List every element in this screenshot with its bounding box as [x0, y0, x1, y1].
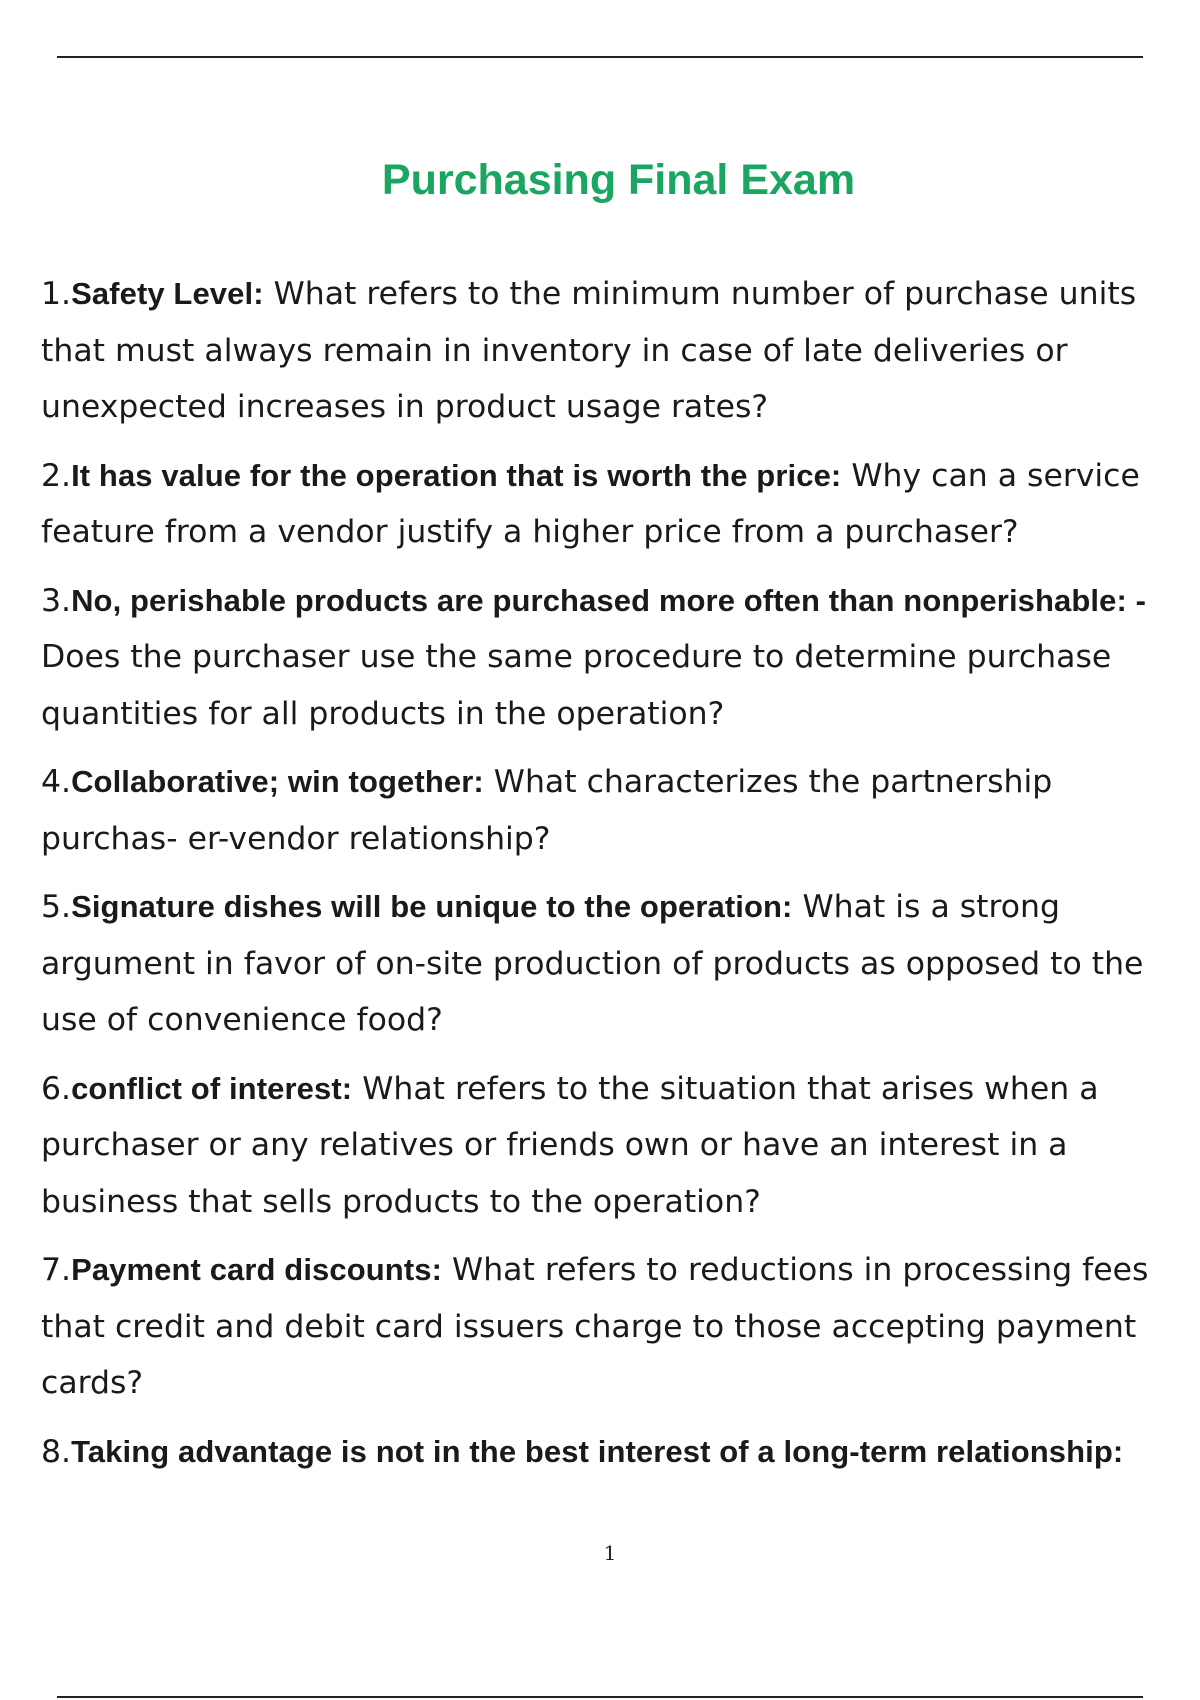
list-item [41, 448, 1191, 561]
question-list [41, 266, 1191, 1492]
item-number: 5. [41, 889, 72, 925]
item-number: 6. [41, 1070, 72, 1107]
item-answer: conflict of interest: [71, 1070, 353, 1106]
list-item [41, 1424, 1191, 1481]
item-answer: Taking advantage is not in the best interest of a long-term relationship: [71, 1433, 1124, 1469]
item-number: 2. [41, 457, 72, 494]
item-number: 8. [41, 1433, 72, 1470]
item-question: What refers to the minimum number of purchase units that must always remain in inventory in case of late deliveries or unexpected increases in product usage rates? [41, 276, 1137, 425]
list-item [41, 1061, 1191, 1231]
item-answer: No, perishable products are purchased more often than nonperishable: - [71, 582, 1147, 618]
list-item [41, 1242, 1191, 1412]
document-title: Purchasing Final Exam [381, 156, 856, 204]
page-number: 1 [603, 1541, 617, 1565]
item-answer: It has value for the operation that is worth the price: [71, 457, 842, 493]
item-question: What characterizes the partnership purchas- er-vendor relationship? [41, 764, 1053, 857]
item-question: What refers to reductions in processing fees that credit and debit card issuers charge to those accepting payment cards? [41, 1252, 1149, 1401]
bottom-rule [57, 1696, 1143, 1698]
item-question: Does the purchaser use the same procedure to determine purchase quantities for all products in the operation? [41, 639, 1112, 732]
item-question: What is a strong argument in favor of on-site production of products as opposed to the use of convenience food? [41, 889, 1144, 1038]
list-item [41, 754, 1191, 867]
item-number: 7. [41, 1252, 72, 1288]
item-answer: Collaborative; win together: [71, 764, 484, 799]
item-answer: Payment card discounts: [71, 1252, 443, 1287]
item-question: What refers to the situation that arises when a purchaser or any relatives or friends own or have an interest in a business that sells products to the operation? [41, 1070, 1099, 1220]
item-answer: Safety Level: [71, 276, 264, 311]
item-question: Why can a service feature from a vendor justify a higher price from a purchaser? [41, 457, 1140, 550]
top-rule [57, 56, 1143, 58]
item-number: 3. [41, 582, 72, 619]
list-item [41, 879, 1191, 1049]
item-number: 4. [41, 764, 72, 800]
list-item [41, 266, 1191, 436]
list-item [41, 573, 1191, 743]
item-number: 1. [41, 276, 72, 312]
item-answer: Signature dishes will be unique to the operation: [71, 889, 793, 924]
